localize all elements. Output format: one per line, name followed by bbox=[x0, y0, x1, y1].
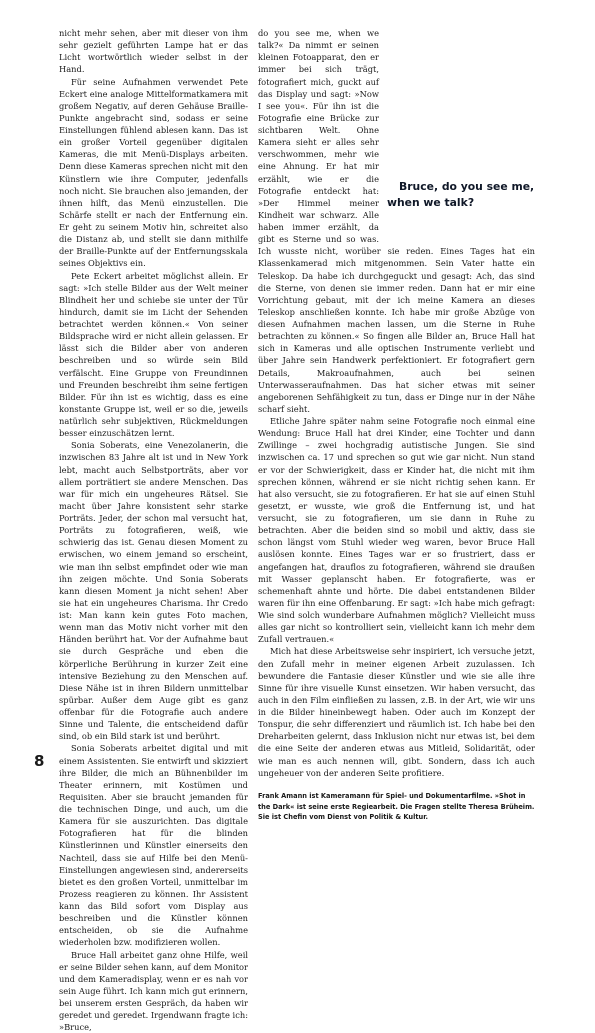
paragraph: nicht mehr sehen, aber mit dieser von ihm sehr gezielt geführten Lampe hat er das Licht wortwörtlich wieder selbst in der Hand. bbox=[59, 27, 248, 76]
article-column-right bbox=[258, 27, 535, 823]
author-note-text: Frank Amann ist Kameramann für Spiel- und Dokumentarfilme. »Shot in the Dark« ist seine erste Regiearbeit. Die Fragen stellte Theresa Brüheim. Sie ist Chefin vom Dienst von Politik & Kultur. bbox=[258, 791, 535, 823]
paragraph: Pete Eckert arbeitet möglichst allein. Er sagt: »Ich stelle Bilder aus der Welt meiner Blindheit her und schiebe sie unter der Tür hindurch, damit sie im Licht der Sehenden betrachtet werden können.« Von seiner Bildsprache wird er nicht allein gelassen. Er lässt sich die Bilder aber von anderen beschreiben und so würde sein Bild verfälscht. Eine Gruppe von Freundinnen und Freunden beschreibt ihm seine fertigen Bilder. Für ihn ist es wichtig, dass es eine konstante Gruppe ist, weil er so die, jeweils natürlich sehr subjektiven, Rückmeldungen besser einzuschätzen lernt. bbox=[59, 270, 248, 440]
paragraph: Etliche Jahre später nahm seine Fotografie noch einmal eine Wendung: Bruce Hall hat drei Kinder, eine Tochter und dann Zwillinge – zwei hochgradig autistische Jungen. Sie sind inzwischen ca. 17 und sprechen so gut wie gar nicht. Nun stand er vor der Schwierigkeit, dass er Kinder hat, die nicht mit ihm sprechen können, während er sie nicht richtig sehen kann. Er hat also versucht, sie zu fotografieren. Er hat sie auf einen Stuhl gesetzt, er wusste, wie groß die Entfernung ist, und hat versucht, sie zu fotografieren, um sie dann in Ruhe zu betrachten. Aber die beiden sind so mobil und aktiv, dass sie schon längst vom Stuhl wieder weg waren, bevor Bruce Hall auslösen konnte. Eines Tages war er so frustriert, dass er angefangen hat, drauflos zu fotografieren, während sie draußen mit Wasser geplanscht haben. Er fotografierte, was er schemenhaft ahnte und hörte. Die dabei entstandenen Bilder waren für ihn eine Offenbarung. Er sagt: »Ich habe mich gefragt: Wie sind solch wunderbare Aufnahmen möglich? Vielleicht muss alles gar nicht so kontrolliert sein, vielleicht kann ich mehr dem Zufall vertrauen.« bbox=[258, 415, 535, 645]
paragraph: Bruce Hall arbeitet ganz ohne Hilfe, weil er seine Bilder sehen kann, auf dem Monitor und dem Kameradisplay, wenn er es nah vor sein Auge führt. Ich kann mich gut erinnern, bei unserem ersten Gespräch, da haben wir geredet und geredet. Irgendwann fragte ich: »Bruce, bbox=[59, 949, 248, 1033]
paragraph: Sonia Soberats, eine Venezolanerin, die inzwischen 83 Jahre alt ist und in New York lebt, macht auch Selbstporträts, aber vor allem porträtiert sie andere Menschen. Das war für mich ein ungeheures Rätsel. Sie macht über Jahre konsistent sehr starke Porträts. Jeder, der schon mal versucht hat, Porträts zu fotografieren, weiß, wie schwierig das ist. Genau diesen Moment zu erwischen, wo einem jemand so erscheint, wie man ihn selbst empfindet oder wie man ihn zeigen möchte. Und Sonia Soberats kann diesen Moment ja nicht sehen! Aber sie hat ein ungeheures Charisma. Ihr Credo ist: Man kann kein gutes Foto machen, wenn man das Motiv nicht vorher mit den Händen berührt hat. Vor der Aufnahme baut sie durch Gespräche und eben die körperliche Berührung in kurzer Zeit eine intensive Beziehung zu den Menschen auf. Diese Nähe ist in ihren Bildern unmittelbar spürbar. Außer dem Auge gibt es ganz offenbar für die Fotografie auch andere Sinne und Talente, die entscheidend dafür sind, ob ein Bild stark ist und berührt. bbox=[59, 439, 248, 742]
paragraph: Für seine Aufnahmen verwendet Pete Eckert eine analoge Mittelformatkamera mit großem Negativ, auf deren Gehäuse Braille-Punkte angebracht sind, sodass er seine Einstellungen fühlend ablesen kann. Das ist ein großer Vorteil gegenüber digitalen Kameras, die mit Menü-Displays arbeiten. Denn diese Kameras sprechen nicht mit den Künstlern wie ihre Computer, jedenfalls noch nicht. Sie brauchen also jemanden, der ihnen hilft, das Menü einzustellen. Die Schärfe stellt er nach der Entfernung ein. Er geht zu seinem Motiv hin, schreitet also die Distanz ab, und stellt sie dann mithilfe der Braille-Punkte auf der Entfernungsskala seines Objektivs ein. bbox=[59, 76, 248, 270]
pull-quote: Bruce, do you see me, when we talk? bbox=[387, 179, 535, 211]
pull-quote-box bbox=[387, 179, 535, 241]
paragraph: Sonia Soberats arbeitet digital und mit einem Assistenten. Sie entwirft und skizziert ihre Bilder, die mich an Bühnenbilder im Theater erinnern, mit Kostümen und Requisiten. Aber sie braucht jemanden für die technischen Dinge, und auch, um die Kamera für sie auszurichten. Das digitale Fotografieren hat für die blinden Künstlerinnen und Künstler einerseits den Nachteil, dass sie auf Hilfe bei den Menü-Einstellungen angewiesen sind, andererseits bietet es den großen Vorteil, unmittelbar im Prozess reagieren zu können. Ihr Assistent kann das Bild sofort vom Display aus beschreiben und die Künstler können entscheiden, ob sie die Aufnahme wiederholen bzw. modifizieren wollen. bbox=[59, 742, 248, 948]
paragraph: do you see me, when we talk?« Da nimmt er seinen kleinen Fotoapparat, den er immer bei sich trägt, fotografiert mich, guckt auf das Display und sagt: »Now I see you«. Für ihn ist die Fotografie eine Brücke zur sichtbaren Welt. Ohne Kamera sieht er alles sehr verschwommen, mehr wie eine Ahnung. Er hat mir erzählt, wie er die Fotografie entdeckt hat: »Der Himmel meiner Kindheit war schwarz. Alle haben immer erzählt, da gibt es Sterne und so was. Ich wusste nicht, worüber sie reden. Eines Tages hat ein Klassenkamerad mich mitgenommen. Sein Vater hatte ein Teleskop. Da habe ich durchgeguckt und gesagt: Ach, das sind die Sterne, von denen sie immer reden. Dann hat er mir eine Vorrichtung gebaut, mit der ich meine Kamera an dieses Teleskop anschließen konnte. Ich habe mir große Abzüge von diesen Aufnahmen machen lassen, um die Sterne in Ruhe betrachten zu können.« So fingen alle Bilder an, Bruce Hall hat sich in Kameras und alle optischen Instrumente verliebt und über Jahre sein Handwerk perfektioniert. Er fotografiert gern Details, Makroaufnahmen, auch bei seinen Unterwasseraufnahmen. Das hat sicher etwas mit seiner angeborenen Sehfähigkeit zu tun, dass er Dinge nur in der Nähe scharf sieht. bbox=[258, 27, 535, 415]
article-column-left bbox=[59, 27, 248, 1033]
paragraph: Mich hat diese Arbeitsweise sehr inspiriert, ich versuche jetzt, den Zufall mehr in meiner eigenen Arbeit zuzulassen. Ich bewundere die Fantasie dieser Künstler und wie sie alle ihre Sinne für ihre visuelle Kunst einsetzen. Wir haben versucht, das auch in den Film einfließen zu lassen, z.B. in der Art, wie wir uns in die Bilder hineinbewegt haben. Oder auch im Konzept der Tonspur, die sehr differenziert und räumlich ist. Ich habe bei den Dreharbeiten gelernt, dass Inklusion nicht nur etwas ist, bei dem die eine Seite der anderen etwas aus Mitleid, Solidarität, oder wie man es auch nennen will, gibt. Sondern, dass ich auch ungeheuer von der anderen Seite profitiere. bbox=[258, 645, 535, 778]
author-note bbox=[258, 791, 535, 823]
page-number: 8 bbox=[34, 752, 44, 770]
